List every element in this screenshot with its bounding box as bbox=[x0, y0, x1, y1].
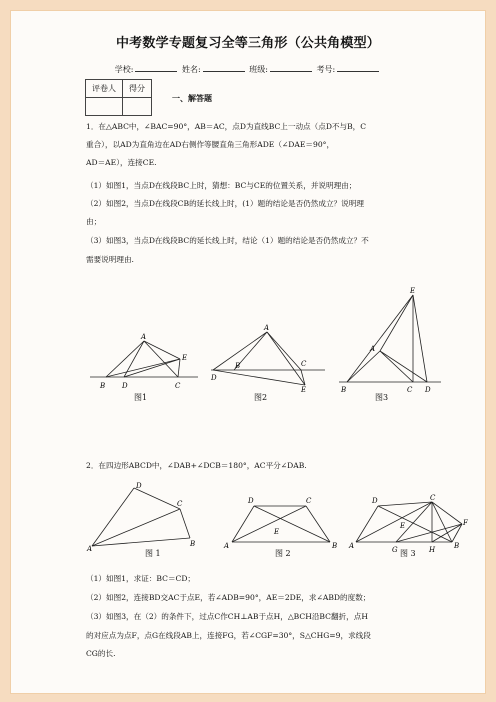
section-heading: 一、解答题 bbox=[172, 94, 212, 103]
q1-part-2a: （2）如图2，当点D在线段CB的延长线上时，(1）题的结论是否仍然成立？说明理 bbox=[86, 199, 364, 208]
label-C: C bbox=[407, 386, 413, 394]
score-cell[interactable] bbox=[123, 98, 152, 116]
q1-part-1: （1）如图1，当点D在线段BC上时，猜想：BC与CE的位置关系，并说明理由； bbox=[86, 181, 357, 190]
score-table bbox=[85, 79, 152, 116]
q1-figure-3 bbox=[335, 285, 445, 395]
class-label: 班级: bbox=[249, 65, 268, 74]
q1-part-2b: 由； bbox=[86, 217, 102, 226]
label-E: E bbox=[274, 528, 280, 536]
label-C: C bbox=[301, 360, 307, 368]
label-B: B bbox=[235, 362, 241, 370]
label-D: D bbox=[136, 482, 142, 490]
label-H: H bbox=[429, 546, 436, 554]
q2-figure-3 bbox=[348, 490, 470, 556]
page-title: 中考数学专题复习全等三角形（公共角模型） bbox=[115, 36, 380, 51]
label-B: B bbox=[332, 542, 338, 550]
label-E: E bbox=[301, 386, 307, 394]
q1-line-2: 重合），以AD为直角边在AD右侧作等腰直角三角形ADE（∠DAE＝90°， bbox=[86, 140, 335, 149]
exam-no-blank[interactable] bbox=[337, 63, 379, 72]
label-A: A bbox=[87, 545, 93, 553]
class-blank[interactable] bbox=[270, 63, 312, 72]
q1-figure-1 bbox=[86, 328, 201, 394]
label-D: D bbox=[248, 497, 254, 505]
label-F: F bbox=[463, 519, 468, 527]
label-C: C bbox=[306, 497, 312, 505]
q1-part-3b: 需要说明理由. bbox=[86, 255, 134, 264]
grader-header: 评卷人 bbox=[86, 80, 123, 98]
q2-part-3c: CG的长. bbox=[86, 649, 116, 658]
label-A: A bbox=[141, 333, 147, 341]
q1-line-1: 1．在△ABC中，∠BAC=90°，AB＝AC，点D为直线BC上一动点（点D不与B，C bbox=[86, 122, 367, 131]
label-E: E bbox=[182, 354, 188, 362]
q2-line-1: 2．在四边形ABCD中，∠DAB+∠DCB＝180°，AC平分∠DAB. bbox=[86, 461, 307, 470]
student-info-line bbox=[0, 63, 496, 75]
label-B: B bbox=[454, 542, 460, 550]
label-A: A bbox=[224, 542, 230, 550]
label-E: E bbox=[410, 287, 416, 295]
exam-no-label: 考号: bbox=[316, 65, 336, 74]
q2-figure-2 bbox=[222, 490, 342, 550]
label-A: A bbox=[349, 542, 355, 550]
q2-caption-2: 图 2 bbox=[275, 549, 291, 558]
label-D: D bbox=[425, 386, 431, 394]
label-A: A bbox=[370, 345, 376, 353]
q1-caption-1: 图1 bbox=[134, 393, 148, 402]
label-B: B bbox=[190, 540, 196, 548]
grader-cell[interactable] bbox=[86, 98, 123, 116]
q1-caption-2: 图2 bbox=[254, 393, 268, 402]
q2-caption-1: 图 1 bbox=[145, 549, 161, 558]
q1-caption-3: 图3 bbox=[375, 393, 389, 402]
label-D: D bbox=[211, 374, 217, 382]
q2-part-3b: 的对应点为点F，点G在线段AB上，连接FG，若∠CGF=30°，S△CHG=9，求线段 bbox=[86, 631, 371, 640]
label-G: G bbox=[392, 546, 398, 554]
q1-part-3a: （3）如图3，当点D在线段BC的延长线上时，结论（1）题的结论是否仍然成立？不 bbox=[86, 236, 369, 245]
name-label: 姓名: bbox=[182, 65, 201, 74]
label-B: B bbox=[100, 382, 106, 390]
label-C: C bbox=[175, 382, 181, 390]
score-header: 得分 bbox=[123, 80, 152, 98]
label-D: D bbox=[372, 497, 378, 505]
q1-figure-2 bbox=[207, 318, 327, 394]
label-B: B bbox=[341, 386, 347, 394]
q1-line-3: AD＝AE），连接CE. bbox=[86, 158, 157, 167]
q2-part-1: （1）如图1，求证：BC＝CD； bbox=[86, 574, 196, 583]
q2-part-3a: （3）如图3，在（2）的条件下，过点C作CH⊥AB于点H，△BCH沿BC翻折，点H bbox=[86, 612, 368, 621]
name-blank[interactable] bbox=[203, 63, 245, 72]
label-E: E bbox=[400, 522, 406, 530]
label-A: A bbox=[264, 324, 270, 332]
q2-caption-3: 图 3 bbox=[400, 549, 416, 558]
school-label: 学校: bbox=[114, 65, 134, 74]
q2-part-2: （2）如图2，连接BD交AC于点E，若∠ADB=90°，AE＝2DE，求∠ABD的度数； bbox=[86, 593, 371, 602]
q2-figure-1 bbox=[86, 476, 201, 556]
school-blank[interactable] bbox=[135, 63, 177, 72]
label-C: C bbox=[430, 494, 436, 502]
label-D: D bbox=[122, 382, 128, 390]
label-C: C bbox=[177, 500, 183, 508]
